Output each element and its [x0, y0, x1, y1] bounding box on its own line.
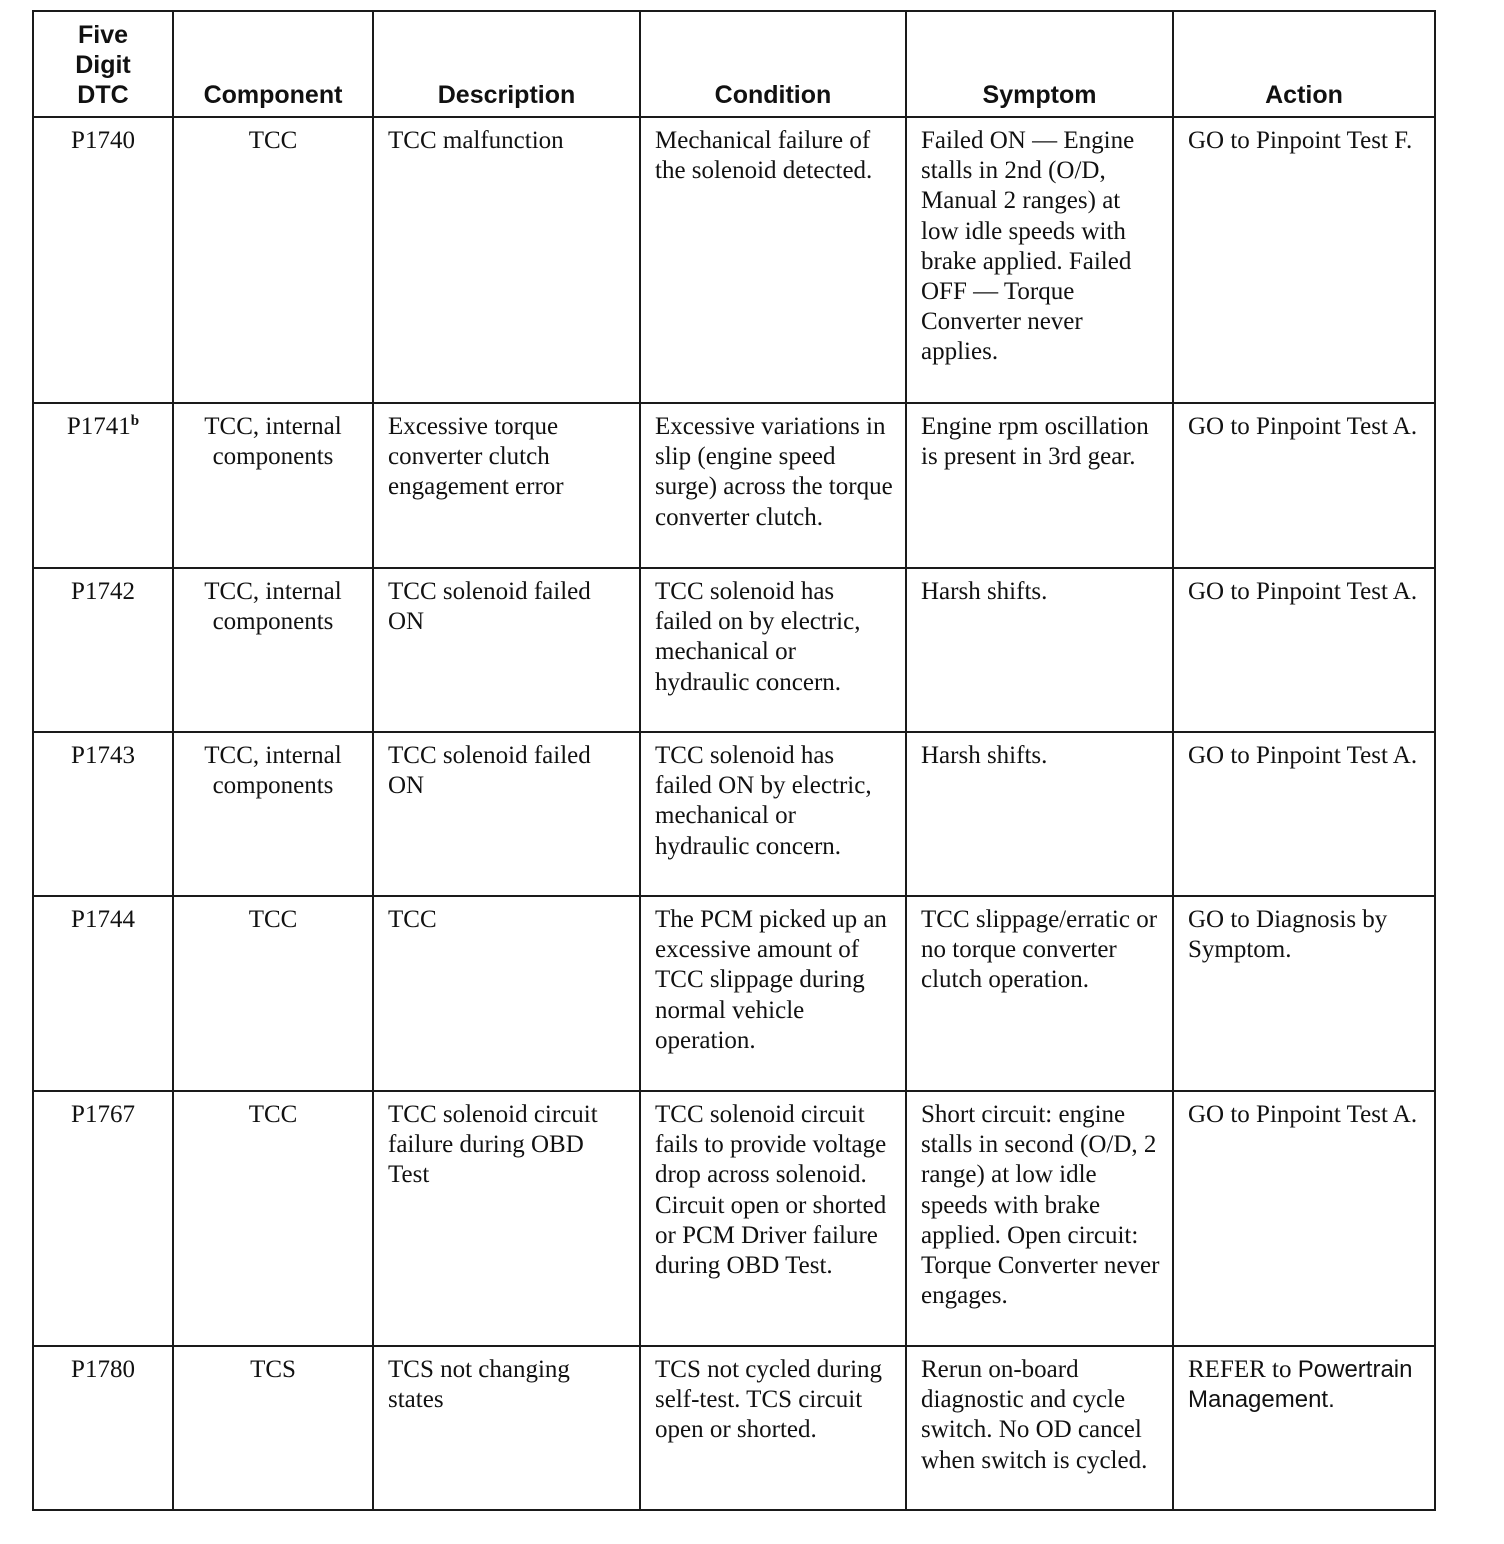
table-row: [33, 732, 1435, 896]
symptom-cell: Engine rpm oscillation is present in 3rd gear.: [906, 403, 1173, 568]
component-cell: TCC: [173, 896, 373, 1091]
component-cell: TCC: [173, 1091, 373, 1346]
action-prefix: REFER to: [1188, 1356, 1292, 1383]
description-cell: TCC solenoid failed ON: [373, 732, 640, 896]
component-cell: TCC: [173, 117, 373, 403]
description-cell: TCC solenoid circuit failure during OBD Test: [373, 1091, 640, 1346]
table-row: [33, 896, 1435, 1091]
description-cell: TCC: [373, 896, 640, 1091]
dtc-code: P1780: [33, 1346, 173, 1510]
table-row: [33, 1346, 1435, 1510]
dtc-code: P1743: [33, 732, 173, 896]
table-row: [33, 1091, 1435, 1346]
action-cell: GO to Pinpoint Test A.: [1173, 403, 1435, 568]
symptom-cell: Rerun on-board diagnostic and cycle switch. No OD cancel when switch is cycled.: [906, 1346, 1173, 1510]
header-dtc: Five Digit DTC: [33, 11, 173, 117]
symptom-cell: Harsh shifts.: [906, 732, 1173, 896]
table-row: [33, 403, 1435, 568]
condition-cell: TCC solenoid has failed ON by electric, mechanical or hydraulic concern.: [640, 732, 906, 896]
action-cell: GO to Diagnosis by Symptom.: [1173, 896, 1435, 1091]
dtc-code: P1744: [33, 896, 173, 1091]
description-cell: TCC malfunction: [373, 117, 640, 403]
condition-cell: TCS not cycled during self-test. TCS circuit open or shorted.: [640, 1346, 906, 1510]
description-cell: TCS not changing states: [373, 1346, 640, 1510]
table-row: [33, 117, 1435, 403]
condition-cell: TCC solenoid circuit fails to provide voltage drop across solenoid. Circuit open or shorted or PCM Driver failure during OBD Test.: [640, 1091, 906, 1346]
description-cell: TCC solenoid failed ON: [373, 568, 640, 732]
component-cell: TCC, internal components: [173, 732, 373, 896]
action-cell: GO to Pinpoint Test A.: [1173, 568, 1435, 732]
action-cell: GO to Pinpoint Test A.: [1173, 732, 1435, 896]
dtc-code: P1740: [33, 117, 173, 403]
action-cell: GO to Pinpoint Test A.: [1173, 1091, 1435, 1346]
component-cell: TCC, internal components: [173, 568, 373, 732]
header-condition: Condition: [640, 11, 906, 117]
condition-cell: TCC solenoid has failed on by electric, mechanical or hydraulic concern.: [640, 568, 906, 732]
dtc-code: P1741$^b$: [33, 403, 173, 568]
condition-cell: The PCM picked up an excessive amount of TCC slippage during normal vehicle operation.: [640, 896, 906, 1091]
component-cell: TCC, internal components: [173, 403, 373, 568]
header-action: Action: [1173, 11, 1435, 117]
header-symptom: Symptom: [906, 11, 1173, 117]
condition-cell: Excessive variations in slip (engine speed surge) across the torque converter clutch.: [640, 403, 906, 568]
symptom-cell: Short circuit: engine stalls in second (O/D, 2 range) at low idle speeds with brake applied. Open circuit: Torque Converter never engages.: [906, 1091, 1173, 1346]
header-component: Component: [173, 11, 373, 117]
header-description: Description: [373, 11, 640, 117]
action-cell: GO to Pinpoint Test F.: [1173, 117, 1435, 403]
symptom-cell: TCC slippage/erratic or no torque converter clutch operation.: [906, 896, 1173, 1091]
symptom-cell: Failed ON — Engine stalls in 2nd (O/D, Manual 2 ranges) at low idle speeds with brake applied. Failed OFF — Torque Converter never applies.: [906, 117, 1173, 403]
description-cell: Excessive torque converter clutch engagement error: [373, 403, 640, 568]
component-cell: TCS: [173, 1346, 373, 1510]
dtc-code: P1742: [33, 568, 173, 732]
action-cell: [1173, 1346, 1435, 1510]
footnote-marker: b: [130, 413, 140, 429]
condition-cell: Mechanical failure of the solenoid detected.: [640, 117, 906, 403]
symptom-cell: Harsh shifts.: [906, 568, 1173, 732]
dtc-table: [32, 10, 1436, 1511]
action-reference: Powertrain Management.: [1188, 1356, 1413, 1414]
header-row: [33, 11, 1435, 117]
table-row: [33, 568, 1435, 732]
dtc-code: P1767: [33, 1091, 173, 1346]
